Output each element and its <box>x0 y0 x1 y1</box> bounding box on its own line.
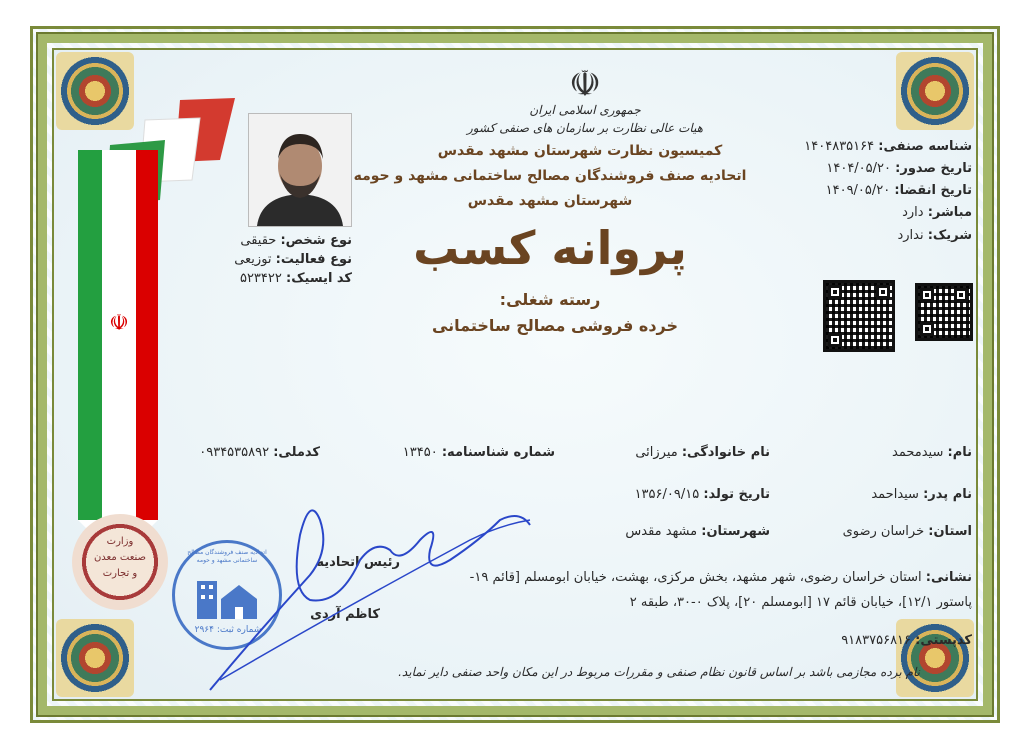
corner-ornament-top-right <box>896 52 974 130</box>
birth-date-value: ۱۳۵۶/۰۹/۱۵ <box>634 487 700 502</box>
ministry-seal-line-2: صنعت معدن <box>93 552 147 563</box>
corner-ornament-bottom-left <box>56 619 134 697</box>
handwritten-signature <box>200 480 580 700</box>
activity-type-row <box>220 252 352 267</box>
id-number-value: ۱۳۴۵۰ <box>402 445 438 460</box>
union-stamp-registration: شماره ثبت: ۲۹۶۴ <box>194 625 262 635</box>
postal-code-label: کدپستی: <box>915 633 972 648</box>
iran-emblem-icon <box>563 60 607 104</box>
first-name-label: نام: <box>947 445 972 460</box>
guild-id-label: شناسه صنفی: <box>878 139 972 154</box>
city-value: مشهد مقدس <box>625 524 698 539</box>
qr-code-large <box>823 280 895 352</box>
birth-date-row <box>600 487 770 502</box>
union-stamp-ring-text: اتحادیه صنف فروشندگان مصالح ساختمانی مشهد و حومه <box>187 549 267 564</box>
expiry-date-value: ۱۴۰۹/۰۵/۲۰ <box>825 183 891 198</box>
corner-ornament-bottom-right <box>896 619 974 697</box>
svg-text:☫: ☫ <box>109 311 129 336</box>
direct-supervisor-label: مباشر: <box>927 205 972 220</box>
footer-legal-note: نام برده مجازمی باشد بر اساس قانون نظام صنفی و مقررات مربوط در این مکان واحد صنفی دایر نماید. <box>398 665 920 679</box>
first-name-row <box>830 445 972 460</box>
owner-photo <box>248 113 352 227</box>
first-name-value: سیدمحمد <box>892 445 944 460</box>
issue-date-label: تاریخ صدور: <box>895 161 972 176</box>
person-type-row <box>240 233 352 248</box>
father-name-row <box>830 487 972 502</box>
partner-label: شریک: <box>927 228 972 243</box>
activity-type-label: نوع فعالیت: <box>275 252 352 267</box>
expiry-date-label: تاریخ انقضا: <box>894 183 972 198</box>
isic-code-row <box>220 271 352 286</box>
address-line-2: پاستور ۱۲/۱]، خیابان قائم ۱۷ [ابومسلم ۲۰]، پلاک ۰-۳۰، طبقه ۲ <box>629 595 972 610</box>
birth-date-label: تاریخ تولد: <box>703 487 770 502</box>
ministry-seal-text <box>90 534 150 582</box>
signatory-name: کاظم آردی <box>310 607 380 622</box>
ministry-seal <box>72 514 168 610</box>
document-title: پروانه کسب <box>413 221 687 275</box>
commission-title: کمیسیون نظارت شهرستان مشهد مقدس <box>437 143 723 159</box>
direct-supervisor-row <box>850 205 972 220</box>
direct-supervisor-value: دارد <box>902 205 924 220</box>
city-label: شهرستان: <box>701 524 770 539</box>
svg-text:☫: ☫ <box>568 64 602 104</box>
guild-id-row <box>790 139 972 154</box>
issue-date-row <box>790 161 972 176</box>
family-name-value: میرزائی <box>635 445 678 460</box>
qr-code-small <box>915 283 973 341</box>
city-row <box>600 524 770 539</box>
partner-value: ندارد <box>897 228 924 243</box>
id-number-row <box>385 445 555 460</box>
national-code-label: کدملی: <box>273 445 320 460</box>
person-type-value: حقیقی <box>240 233 277 248</box>
isic-code-label: کد ایسیک: <box>286 271 352 286</box>
father-name-label: نام پدر: <box>923 487 972 502</box>
job-category-label: رسته شغلی: <box>499 290 601 309</box>
address-label: نشانی: <box>925 570 972 585</box>
id-number-label: شماره شناسنامه: <box>441 445 555 460</box>
union-title: اتحادیه صنف فروشندگان مصالح ساختمانی مشهد و حومه <box>353 168 747 184</box>
job-category-value: خرده فروشی مصالح ساختمانی <box>431 316 679 335</box>
national-code-value: ۰۹۳۴۵۳۵۸۹۲ <box>199 445 270 460</box>
person-type-label: نوع شخص: <box>280 233 352 248</box>
province-value: خراسان رضوی <box>842 524 925 539</box>
partner-row <box>850 228 972 243</box>
supervisory-board-title: هیات عالی نظارت بر سازمان های صنفی کشور <box>466 121 704 135</box>
ministry-seal-line-3: و تجارت <box>102 568 138 579</box>
republic-title: جمهوری اسلامی ایران <box>529 103 641 117</box>
issue-date-value: ۱۴۰۴/۰۵/۲۰ <box>826 161 891 176</box>
signatory-title: رئیس اتحادیه <box>316 555 400 570</box>
national-code-row <box>180 445 320 460</box>
iran-flag-ribbon <box>70 90 240 530</box>
father-name-value: سیداحمد <box>871 487 919 502</box>
union-city: شهرستان مشهد مقدس <box>467 193 633 209</box>
family-name-label: نام خانوادگی: <box>681 445 770 460</box>
expiry-date-row <box>790 183 972 198</box>
family-name-row <box>580 445 770 460</box>
province-row <box>810 524 972 539</box>
address-line-1: استان خراسان رضوی، شهر مشهد، بخش مرکزی، بهشت، خیابان ابومسلم [قائم ۱۹- <box>469 570 922 585</box>
guild-id-value: ۱۴۰۴۸۳۵۱۶۴ <box>804 139 875 154</box>
activity-type-value: توزیعی <box>234 252 272 267</box>
postal-code-row <box>760 633 972 648</box>
postal-code-value: ۹۱۸۳۷۵۶۸۱۶ <box>841 633 912 648</box>
isic-code-value: ۵۲۳۴۲۲ <box>239 271 282 286</box>
person-avatar-icon <box>249 114 351 226</box>
ministry-seal-line-1: وزارت <box>106 536 134 547</box>
province-label: استان: <box>928 524 972 539</box>
